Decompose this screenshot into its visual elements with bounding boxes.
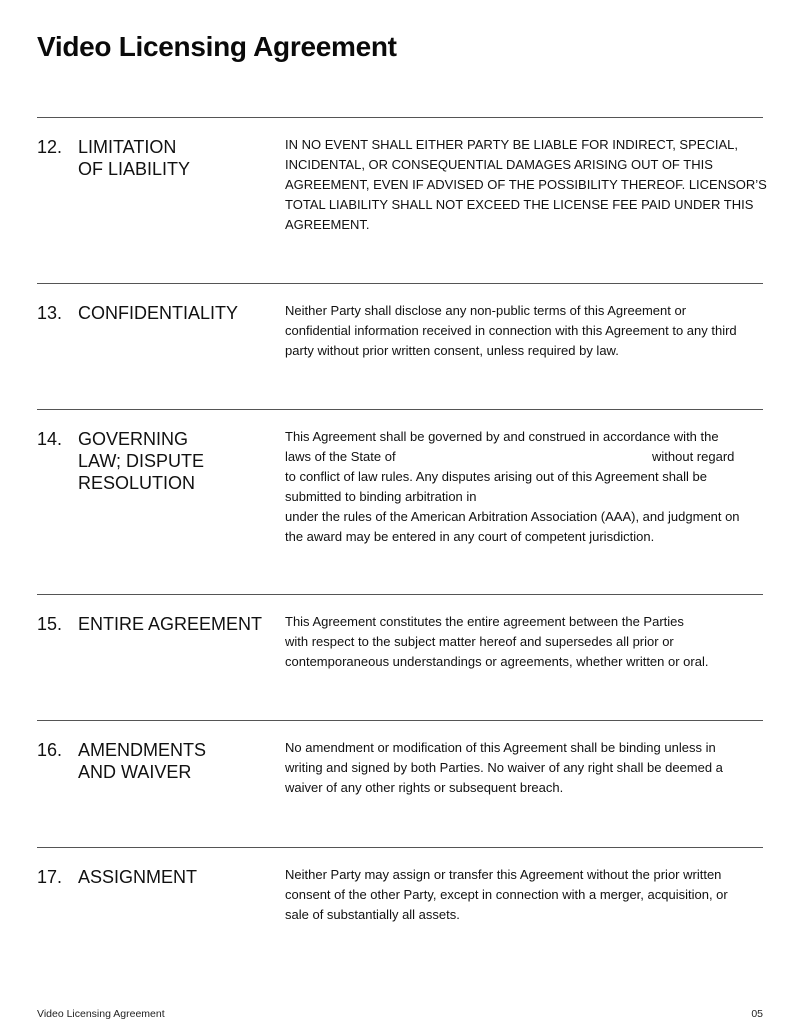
section-title [78, 136, 278, 180]
section-title [78, 613, 278, 635]
section-title-line: GOVERNING [78, 429, 189, 449]
section-title-line: OF LIABILITY [78, 159, 191, 179]
body-line: under the rules of the American Arbitration Association (AAA), and judgment on [285, 509, 740, 524]
section-limitation-of-liability [37, 117, 767, 232]
section-title-line: LIMITATION [78, 137, 177, 157]
footer-document-title: Video Licensing Agreement [37, 1008, 165, 1020]
body-line: confidential information received in connection with this Agreement to any third [285, 323, 737, 338]
section-title-line: LAW; DISPUTE [78, 451, 205, 471]
section-number: 12. [37, 137, 63, 157]
page-title: Video Licensing Agreement [37, 31, 397, 62]
section-amendments-and-waiver [37, 720, 763, 795]
body-line: TOTAL LIABILITY SHALL NOT EXCEED THE LICENSE FEE PAID UNDER THIS [285, 197, 754, 212]
body-line: sale of substantially all assets. [285, 907, 460, 922]
section-title [78, 302, 278, 324]
body-line: waiver of any other rights or subsequent breach. [285, 780, 564, 795]
body-line: laws of the State of without regard [285, 449, 735, 464]
body-line: contemporaneous understandings or agreements, whether written or oral. [285, 654, 709, 669]
body-line: This Agreement shall be governed by and construed in accordance with the [285, 429, 719, 444]
section-body [285, 738, 763, 798]
body-line: AGREEMENT. [285, 217, 370, 232]
section-title-line: ENTIRE AGREEMENT [78, 614, 263, 634]
section-title-line: ASSIGNMENT [78, 867, 198, 887]
body-line: writing and signed by both Parties. No waiver of any right shall be deemed a [285, 760, 723, 775]
body-line: Neither Party may assign or transfer this Agreement without the prior written [285, 867, 722, 882]
section-body [285, 301, 763, 361]
body-line: IN NO EVENT SHALL EITHER PARTY BE LIABLE FOR INDIRECT, SPECIAL, [285, 137, 738, 152]
section-title-line: CONFIDENTIALITY [78, 303, 239, 323]
body-line: Neither Party shall disclose any non-public terms of this Agreement or [285, 303, 687, 318]
footer-page-number: 05 [751, 1008, 763, 1020]
body-line: submitted to binding arbitration in [285, 489, 477, 504]
body-line: to conflict of law rules. Any disputes arising out of this Agreement shall be [285, 469, 708, 484]
section-number: 16. [37, 740, 63, 760]
section-governing-law [37, 409, 763, 544]
section-title-line: AND WAIVER [78, 762, 192, 782]
section-number: 17. [37, 867, 63, 887]
section-title [78, 428, 278, 494]
section-title [78, 739, 278, 783]
section-entire-agreement [37, 594, 763, 669]
section-body [285, 865, 763, 925]
body-line: INCIDENTAL, OR CONSEQUENTIAL DAMAGES ARISING OUT OF THIS [285, 157, 713, 172]
section-number: 15. [37, 614, 63, 634]
body-line: with respect to the subject matter hereof and supersedes all prior or [285, 634, 674, 649]
body-line: This Agreement constitutes the entire agreement between the Parties [285, 614, 684, 629]
section-title [78, 866, 278, 888]
body-line: No amendment or modification of this Agreement shall be binding unless in [285, 740, 716, 755]
section-assignment [37, 847, 763, 922]
body-line: party without prior written consent, unless required by law. [285, 343, 619, 358]
body-line: AGREEMENT, EVEN IF ADVISED OF THE POSSIBILITY THEREOF. LICENSOR’S [285, 177, 767, 192]
section-title-line: RESOLUTION [78, 473, 196, 493]
section-number: 14. [37, 429, 63, 449]
section-body [285, 135, 767, 235]
section-number: 13. [37, 303, 63, 323]
body-line: consent of the other Party, except in connection with a merger, acquisition, or [285, 887, 728, 902]
section-body [285, 612, 763, 672]
section-body [285, 427, 763, 547]
section-confidentiality [37, 283, 763, 358]
body-line: the award may be entered in any court of competent jurisdiction. [285, 529, 655, 544]
section-title-line: AMENDMENTS [78, 740, 207, 760]
